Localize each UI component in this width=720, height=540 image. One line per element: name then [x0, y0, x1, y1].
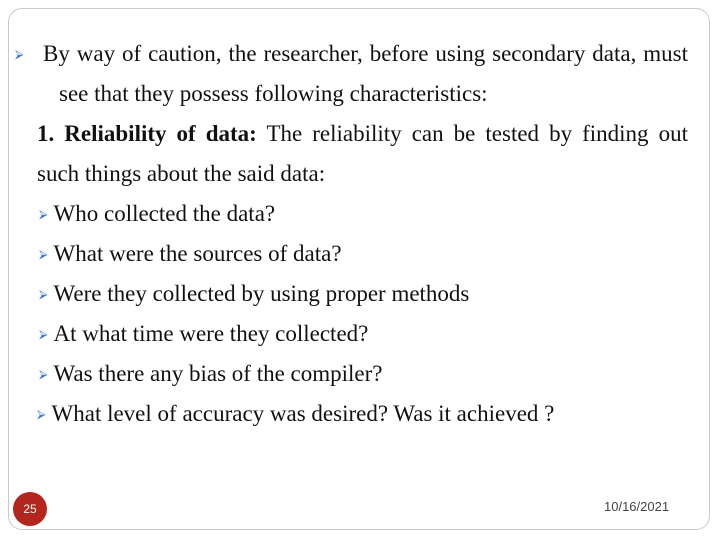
page-number-badge: [13, 492, 47, 526]
page-number: 25: [23, 502, 37, 516]
wedge-bullet-icon: ⮚: [39, 327, 48, 341]
list-item: ⮚ What were the sources of data?: [37, 234, 688, 274]
reliability-paragraph: [37, 114, 688, 194]
list-item: ⮚ At what time were they collected?: [37, 314, 688, 354]
reliability-text: The reliability can be tested by finding out such things about the said data:: [37, 121, 688, 186]
wedge-bullet-icon: ⮚: [39, 247, 48, 261]
wedge-bullet-icon: ⮚: [39, 367, 48, 381]
intro-paragraph: ⮚ By way of caution, the researcher, before using secondary data, must see that they possess following characteristics:: [15, 41, 688, 106]
wedge-bullet-icon: ⮚: [39, 207, 48, 221]
wedge-bullet-icon: ⮚: [39, 287, 48, 301]
slide-date: 10/16/2021: [604, 499, 670, 514]
wedge-bullet-icon: ⮚: [37, 407, 46, 421]
slide-content: [15, 34, 688, 434]
list-item: ⮚ What level of accuracy was desired? Was it achieved ?: [37, 394, 688, 434]
list-item: ⮚ Was there any bias of the compiler?: [37, 354, 688, 394]
list-item: ⮚ Were they collected by using proper methods: [37, 274, 688, 314]
list-item: ⮚ Who collected the data?: [37, 194, 688, 234]
reliability-heading: 1. Reliability of data:: [37, 121, 257, 146]
